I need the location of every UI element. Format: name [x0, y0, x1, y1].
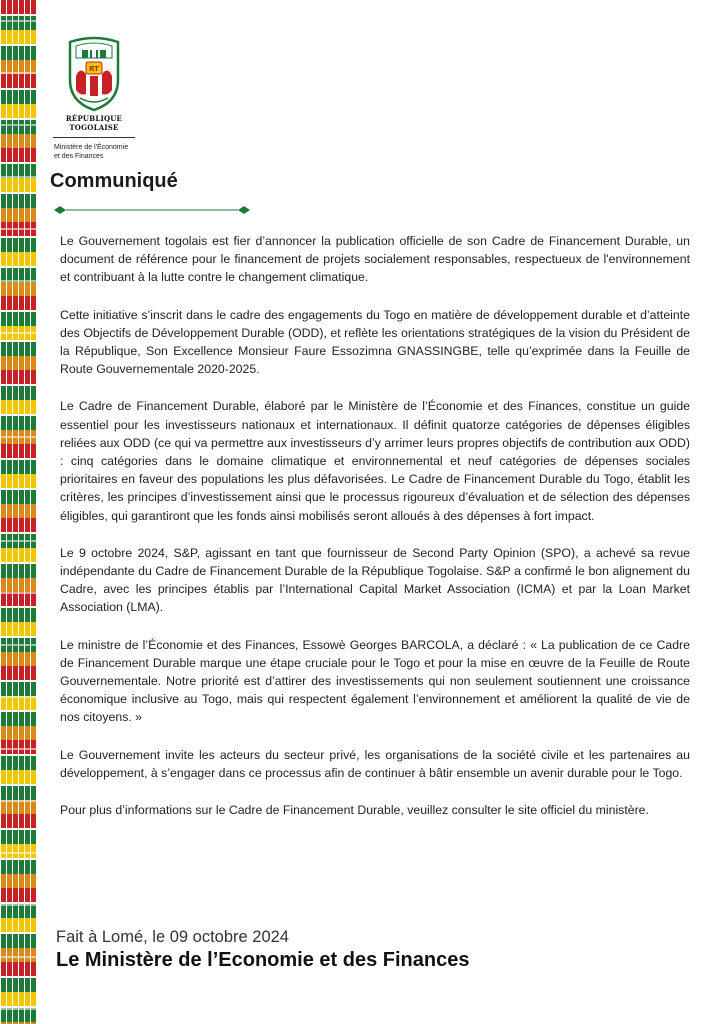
signature: Le Ministère de l’Economie et des Finances: [56, 949, 470, 971]
emblem-letters: RT: [89, 65, 99, 73]
paragraph-1: Le Gouvernement togolais est fier d’annoncer la publication officielle de son Cadre de Financement Durable, un document de référence pour le financement de projets socialement responsables, respectueux de l'environnement et contribuant à la lutte contre le changement climatique.: [60, 234, 690, 285]
ministry-name: [44, 143, 144, 161]
republic-name: RÉPUBLIQUE TOGOLAISE: [65, 114, 123, 132]
paragraph-7: Pour plus d’informations sur le Cadre de Financement Durable, veuillez consulter le site officiel du ministère.: [60, 803, 649, 818]
paragraph-6: Le Gouvernement invite les acteurs du secteur privé, les organisations de la société civile et les partenaires au développement, à s’engager dans ce processus afin de continuer à bâtir ensemble un avenir durable pour le Togo.: [60, 747, 690, 780]
paragraph-4: Le 9 octobre 2024, S&P, agissant en tant que fournisseur de Second Party Opinion (SPO), a achevé sa revue indépendante du Cadre de Financement Durable de la République Togolaise. S&P a confirmé le bon alignement du Cadre, avec les principes établis par l’International Capital Market Association (ICMA) et par la Loan Market Association (LMA).: [60, 545, 690, 615]
page-title: Communiqué: [50, 170, 178, 192]
paragraph-5: Le ministre de l’Économie et des Finances, Essowè Georges BARCOLA, a déclaré : « La publication de ce Cadre de Financement Durable marque une étape cruciale pour le Togo et pour la mise en œuvre de la Feuille de Route Gouvernementale. Notre priorité est d’attirer des investissements qui non seulement soutiennent une croissance économique inclusive au Togo, mais qui respectent également l’environnement et améliorent la qualité de vie de nos citoyens. »: [60, 637, 690, 725]
header-logo-block: [44, 36, 144, 161]
ministry-line-1: Ministère de l'Économie: [54, 144, 129, 151]
decorative-border: [0, 0, 36, 1024]
title-decoration: [52, 204, 252, 216]
ministry-line-2: et des Finances: [54, 153, 104, 160]
paragraph-3: Le Cadre de Financement Durable, élaboré par le Ministère de l’Économie et des Finances, constitue un guide essentiel pour les investisseurs nationaux et internationaux. Il définit quatorze catégories de dépenses éligibles reliées aux ODD (ce qui va permettre aux investisseurs d’y arrimer leurs propres objectifs de contribution aux ODD) : cinq catégories dans le domaine climatique et environnemental et neuf catégories de dépenses sociales prioritaires en faveur des populations les plus défavorisées. Le Cadre de Financement Durable du Togo, établit les critères, les principes d’investissement ainsi que le processus rigoureux d’évaluation et de sélection des dépenses éligibles, qui garantiront que les fonds ainsi mobilisés seront alloués à des dépenses à fort impact.: [60, 399, 690, 523]
place-and-date: Fait à Lomé, le 09 octobre 2024: [56, 928, 289, 946]
communique-body: [60, 232, 690, 838]
coat-of-arms-icon: [62, 36, 126, 112]
paragraph-2: Cette initiative s’inscrit dans le cadre des engagements du Togo en matière de développement durable et d’atteinte des Objectifs de Développement Durable (ODD), et reflète les orientations stratégiques de la vision du Président de la République, Son Excellence Monsieur Faure Essozimna GNASSINGBE, telle qu’exprimée dans la Feuille de Route Gouvernementale 2020-2025.: [60, 307, 690, 377]
header-divider: [53, 137, 135, 138]
